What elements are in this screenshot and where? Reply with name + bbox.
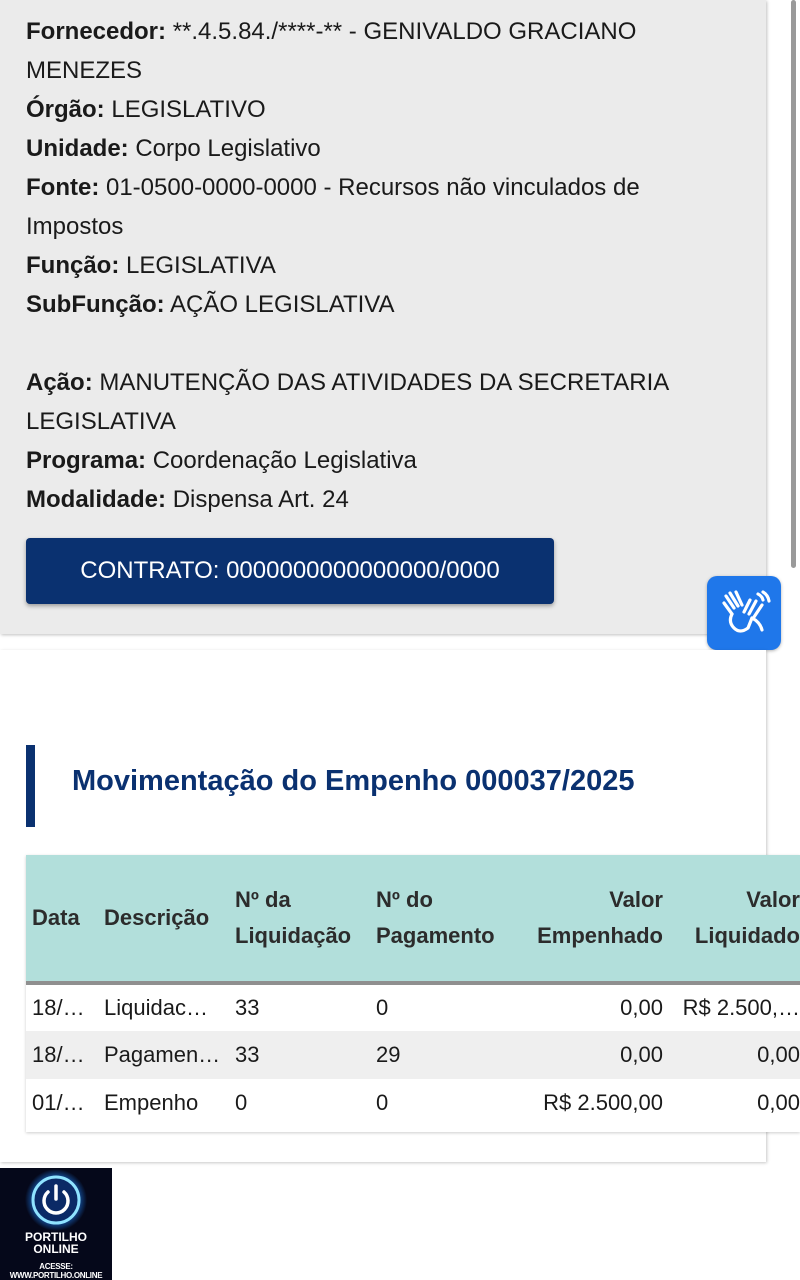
portilho-online-logo xyxy=(0,1168,112,1280)
cell-data: 18/… xyxy=(32,1042,85,1067)
field-acao xyxy=(26,363,726,441)
movement-title: Movimentação do Empenho 000037/2025 xyxy=(72,765,635,797)
cell-n-pagamento: 29 xyxy=(376,1042,401,1067)
field-value: 01-0500-0000-0000 - Recursos não vinculados de Impostos xyxy=(26,174,640,240)
cell-valor-liquidado: 0,00 xyxy=(757,1042,800,1067)
field-value: AÇÃO LEGISLATIVA xyxy=(170,291,395,318)
field-subfuncao xyxy=(26,285,726,324)
logo-url: ACESSE: WWW.PORTILHO.ONLINE xyxy=(9,1262,103,1280)
field-fornecedor xyxy=(26,12,726,90)
cell-n-liquidacao: 0 xyxy=(235,1090,248,1115)
column-header-n-liquidacao[interactable]: Nº da Liquidação xyxy=(229,855,370,983)
table-row[interactable] xyxy=(26,1079,800,1127)
field-value: LEGISLATIVO xyxy=(111,96,266,123)
logo-line2: ONLINE xyxy=(33,1242,79,1256)
field-value: Coordenação Legislativa xyxy=(152,447,417,474)
cell-n-liquidacao: 33 xyxy=(235,995,260,1020)
page-scrollbar[interactable] xyxy=(791,0,796,568)
movement-table xyxy=(26,855,800,1127)
table-row[interactable] xyxy=(26,983,800,1031)
field-label: Órgão: xyxy=(26,96,105,123)
field-value: Corpo Legislativo xyxy=(135,135,321,162)
field-label: Modalidade: xyxy=(26,486,167,513)
detail-list xyxy=(26,12,726,519)
cell-descricao: Pagamen… xyxy=(104,1042,221,1067)
empenho-detail-card xyxy=(0,0,766,634)
field-label: Fornecedor: xyxy=(26,18,167,45)
cell-data: 01/… xyxy=(32,1090,85,1115)
cell-valor-empenhado: R$ 2.500,00 xyxy=(543,1090,663,1115)
column-header-descricao[interactable]: Descrição xyxy=(98,855,229,983)
cell-valor-empenhado: 0,00 xyxy=(620,995,663,1020)
field-funcao xyxy=(26,246,726,285)
column-header-data[interactable]: Data xyxy=(26,855,98,983)
field-label: Programa: xyxy=(26,447,147,474)
cell-valor-liquidado: 0,00 xyxy=(757,1090,800,1115)
field-modalidade xyxy=(26,480,726,519)
cell-valor-empenhado: 0,00 xyxy=(620,1042,663,1067)
column-header-valor-empenhado[interactable]: Valor Empenhado xyxy=(517,855,669,983)
field-value: LEGISLATIVA xyxy=(126,252,276,279)
sign-language-hands-icon xyxy=(716,588,772,638)
table-header-row xyxy=(26,855,800,983)
cell-descricao: Liquidac… xyxy=(104,995,208,1020)
field-value: **.4.5.84./****-** - GENIVALDO GRACIANO MENEZES xyxy=(26,18,637,84)
field-value: MANUTENÇÃO DAS ATIVIDADES DA SECRETARIA LEGISLATIVA xyxy=(26,369,668,435)
field-unidade xyxy=(26,129,726,168)
cell-n-pagamento: 0 xyxy=(376,995,389,1020)
table-row[interactable] xyxy=(26,1031,800,1079)
accessibility-sign-language-button[interactable] xyxy=(707,576,781,650)
cell-valor-liquidado: R$ 2.500,… xyxy=(682,995,800,1020)
movement-table-container[interactable] xyxy=(26,855,800,1132)
power-button-icon xyxy=(0,1168,112,1234)
field-programa xyxy=(26,441,726,480)
column-header-valor-liquidado[interactable]: Valor Liquidado xyxy=(669,855,800,983)
logo-line1: PORTILHO xyxy=(25,1230,87,1244)
section-accent-bar xyxy=(26,745,35,827)
field-value: Dispensa Art. 24 xyxy=(172,486,349,513)
field-label: Função: xyxy=(26,252,120,279)
field-orgao xyxy=(26,90,726,129)
cell-data: 18/… xyxy=(32,995,85,1020)
cell-n-liquidacao: 33 xyxy=(235,1042,260,1067)
cell-n-pagamento: 0 xyxy=(376,1090,389,1115)
field-label: Unidade: xyxy=(26,135,129,162)
field-fonte xyxy=(26,168,726,246)
cell-descricao: Empenho xyxy=(104,1090,199,1115)
contract-button[interactable]: CONTRATO: 0000000000000000/0000 xyxy=(26,538,554,604)
field-label: Ação: xyxy=(26,369,93,396)
field-label: Fonte: xyxy=(26,174,100,201)
column-header-n-pagamento[interactable]: Nº do Pagamento xyxy=(370,855,517,983)
field-label: SubFunção: xyxy=(26,291,165,318)
